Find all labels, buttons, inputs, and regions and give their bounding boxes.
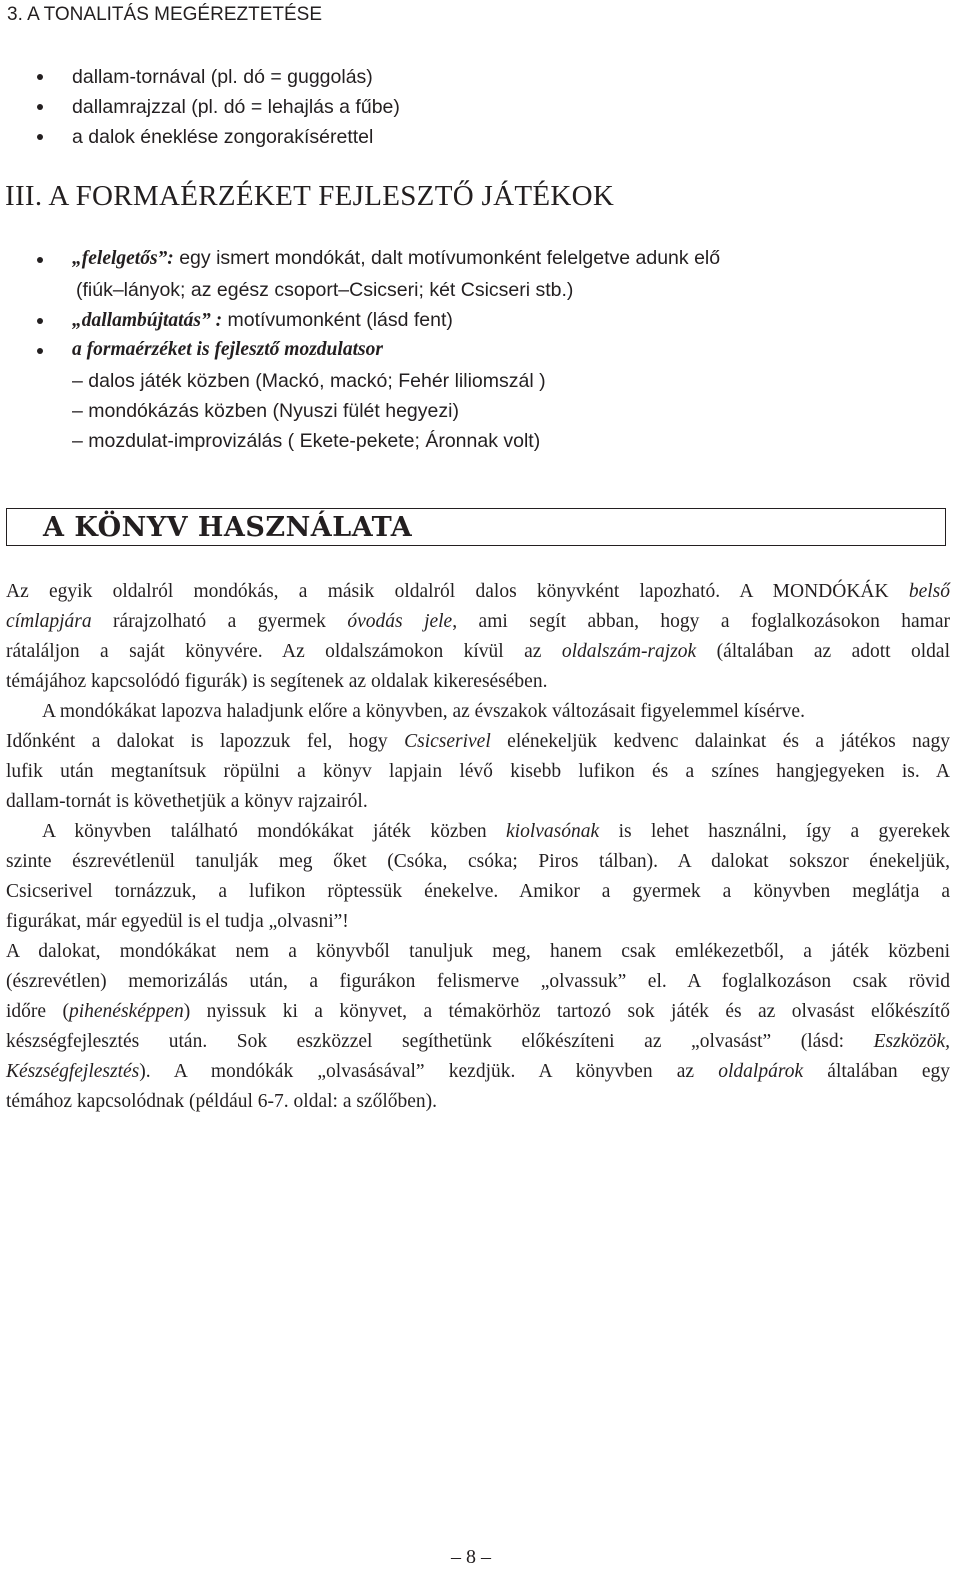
- text-run: A könyvben található mondókákat játék közben: [42, 821, 507, 842]
- text-line: [6, 577, 950, 607]
- sub-item: – dalos játék közben (Mackó, mackó; Fehér liliomszál ): [72, 370, 546, 392]
- text-run: ) nyissuk ki a könyvet, a témakörhöz tartozó sok játék és az olvasást előkészítő: [183, 1001, 951, 1022]
- emphasis: Készségfejlesztés: [6, 1061, 140, 1082]
- text-line: [6, 637, 950, 667]
- term: „felelgetős”:: [72, 248, 174, 269]
- text-line: [6, 607, 950, 637]
- text-run: , ami segít abban, hogy a foglalkozásokon hamar: [452, 611, 950, 632]
- list-item-mozdulatsor: [72, 338, 383, 362]
- emphasis: oldalszám-rajzok: [561, 641, 697, 662]
- text-run: (észrevétlen) memorizálás után, a figurákon felismerve „olvassuk” el. A foglalkozáson csak rövid: [6, 971, 950, 992]
- list-item: a dalok éneklése zongorakísérettel: [72, 126, 374, 148]
- text-run: elénekeljük kedvenc dalainkat és a játékos nagy: [490, 731, 950, 752]
- text-run: rárajzolható a gyermek: [91, 611, 348, 632]
- list-item: dallam-tornával (pl. dó = guggolás): [72, 66, 373, 88]
- text-line: [6, 727, 950, 757]
- emphasis: oldalpárok: [718, 1061, 804, 1082]
- text-run: szinte észrevétlenül tanulják meg őket (Csóka, csóka; Piros tálban). A dalokat sokszor énekeljük,: [6, 851, 950, 872]
- emphasis: belső: [908, 581, 950, 602]
- section-title-formaerzek: III. A FORMAÉRZÉKET FEJLESZTŐ JÁTÉKOK: [5, 180, 615, 212]
- section-title-tonalitas: 3. A TONALITÁS MEGÉREZTETÉSE: [7, 4, 323, 25]
- page-number: – 8 –: [451, 1546, 491, 1568]
- text-line: [6, 1087, 950, 1117]
- text-line: [6, 697, 950, 727]
- list-item-continuation: (fiúk–lányok; az egész csoport–Csicseri; két Csicseri stb.): [76, 279, 574, 301]
- text-run: Időnként a dalokat is lapozzuk fel, hogy: [6, 731, 405, 752]
- text-run: lufik után megtanítsuk röpülni a könyv lapjain lévő kisebb lufikon és a színes hangjegyeken is. A: [6, 761, 950, 782]
- emphasis: Eszközök,: [873, 1031, 950, 1052]
- text-line: [6, 1057, 950, 1087]
- item-text: motívumonként (lásd fent): [222, 309, 453, 331]
- bullet-icon: [37, 318, 43, 324]
- text-run: dallam-tornát is követhetjük a könyv rajzairól.: [6, 791, 368, 812]
- text-run: témához kapcsolódnak (például 6-7. oldal: a szőlőben).: [6, 1091, 438, 1112]
- emphasis: pihenésképpen: [68, 1001, 184, 1022]
- text-line: [6, 877, 950, 907]
- bullet-icon: [37, 134, 43, 140]
- list-item: dallamrajzzal (pl. dó = lehajlás a fűbe): [72, 96, 400, 118]
- text-line: [6, 787, 950, 817]
- text-line: [6, 817, 950, 847]
- text-run: időre (: [6, 1001, 69, 1022]
- text-line: [6, 967, 950, 997]
- text-run: rátaláljon a saját könyvére. Az oldalszámokon kívül az: [6, 641, 562, 662]
- text-run: általában egy: [803, 1061, 950, 1082]
- section-title-konyv: A KÖNYV HASZNÁLATA: [43, 512, 413, 543]
- text-run: A mondókákat lapozva haladjunk előre a könyvben, az évszakok változásait figyelemmel kísérve.: [42, 701, 805, 722]
- text-line: [6, 937, 950, 967]
- text-run: ). A mondókák „olvasásával” kezdjük. A könyvben az: [139, 1061, 719, 1082]
- term: „dallambújtatás” :: [72, 310, 223, 331]
- text-run: A dalokat, mondókákat nem a könyvből tanuljuk meg, hanem csak emlékezetből, a játék közbeni: [6, 941, 950, 962]
- item-text: egy ismert mondókát, dalt motívumonként felelgetve adunk elő: [173, 247, 721, 269]
- emphasis: címlapjára: [6, 611, 92, 632]
- text-run: Az egyik oldalról mondókás, a másik oldalról dalos könyvként lapozható. A MONDÓKÁK: [6, 581, 909, 602]
- bullet-icon: [37, 257, 43, 263]
- sub-item: – mondókázás közben (Nyuszi fülét hegyezi): [72, 400, 459, 422]
- bullet-icon: [37, 348, 43, 354]
- text-run: készségfejlesztés után. Sok eszközzel segíthetünk előkészíteni az „olvasást” (lásd:: [6, 1031, 874, 1052]
- section-box-konyv: [6, 508, 946, 546]
- konyv-hasznalata-text: [6, 577, 950, 1117]
- bullet-icon: [37, 104, 43, 110]
- text-line: [6, 1027, 950, 1057]
- term: a formaérzéket is fejlesztő mozdulatsor: [72, 339, 383, 360]
- text-run: (általában az adott oldal: [696, 641, 950, 662]
- text-line: [6, 667, 950, 697]
- text-line: [6, 847, 950, 877]
- text-line: [6, 907, 950, 937]
- emphasis: kiolvasónak: [506, 821, 600, 842]
- text-line: [6, 997, 950, 1027]
- text-run: figurákat, már egyedül is el tudja „olvasni”!: [6, 911, 349, 932]
- emphasis: óvodás jele: [347, 611, 453, 632]
- text-line: [6, 757, 950, 787]
- text-run: témájához kapcsolódó figurák) is segítenek az oldalak kikeresésében.: [6, 671, 548, 692]
- list-item-dallambujtatas: [72, 308, 453, 333]
- text-run: is lehet használni, így a gyerekek: [599, 821, 950, 842]
- list-item-felelgetos: [72, 246, 720, 271]
- sub-item: – mozdulat-improvizálás ( Ekete-pekete; Áronnak volt): [72, 430, 541, 452]
- emphasis: Csicserivel: [404, 731, 491, 752]
- bullet-icon: [37, 74, 43, 80]
- text-run: Csicserivel tornázzuk, a lufikon röptessük énekelve. Amikor a gyermek a könyvben meglátja a: [6, 881, 950, 902]
